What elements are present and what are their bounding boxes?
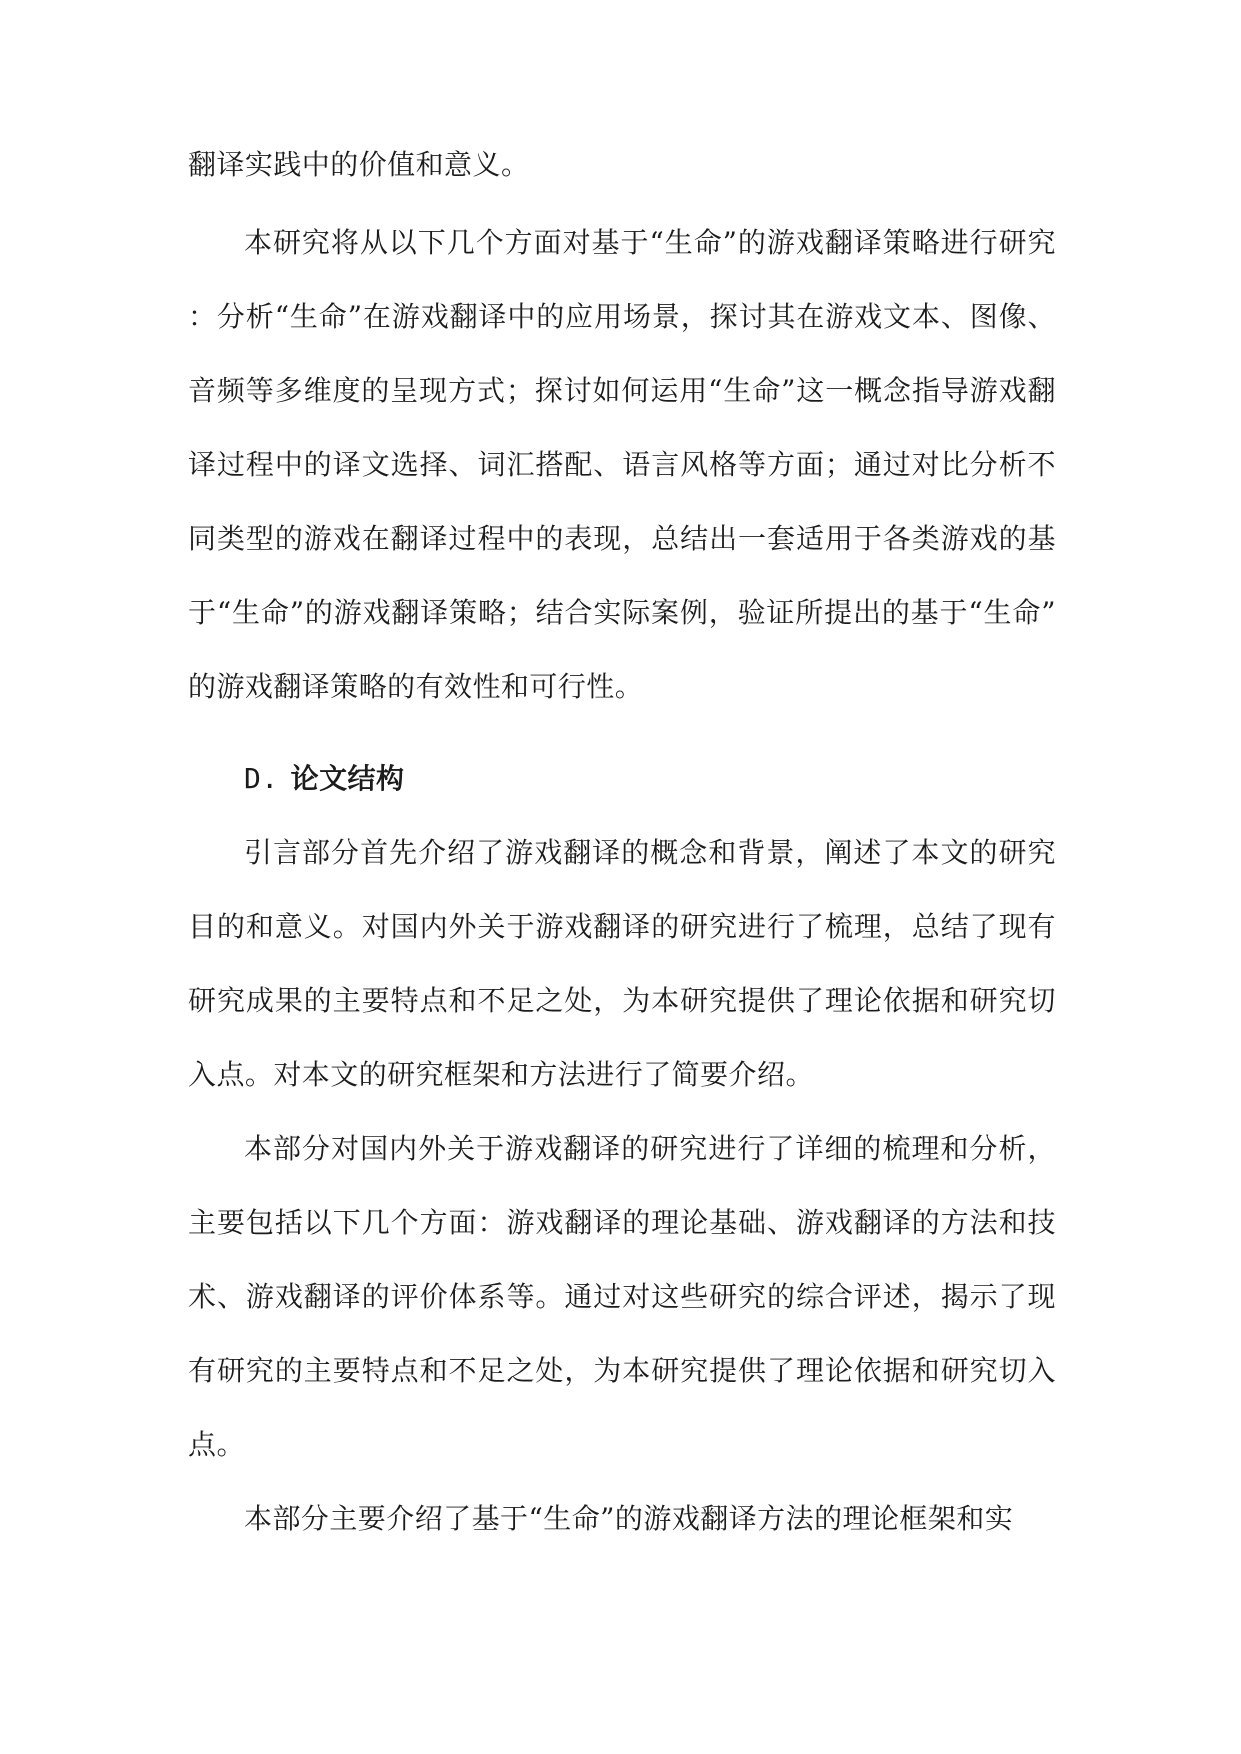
paragraph-continuation: 翻译实践中的价值和意义。 xyxy=(188,148,530,181)
paragraph-introduction: 引言部分首先介绍了游戏翻译的概念和背景，阐述了本文的研究目的和意义。对国内外关于游戏翻译的研究进行了梳理，总结了现有研究成果的主要特点和不足之处，为本研究提供了理论依据和研究切入点。对本文的研究框架和方法进行了简要介绍。 xyxy=(188,836,1056,1091)
section-number: D. xyxy=(244,762,279,795)
page-body xyxy=(188,128,1056,1556)
section-title: 论文结构 xyxy=(290,762,405,795)
section-heading xyxy=(188,742,1056,816)
paragraph-method-framework: 本部分主要介绍了基于“生命”的游戏翻译方法的理论框架和实 xyxy=(244,1502,1014,1535)
paragraph-literature-review: 本部分对国内外关于游戏翻译的研究进行了详细的梳理和分析，主要包括以下几个方面：游戏翻译的理论基础、游戏翻译的方法和技术、游戏翻译的评价体系等。通过对这些研究的综合评述，揭示了现有研究的主要特点和不足之处，为本研究提供了理论依据和研究切入点。 xyxy=(188,1132,1056,1461)
paragraph-research-content: 本研究将从以下几个方面对基于“生命”的游戏翻译策略进行研究：分析“生命”在游戏翻译中的应用场景，探讨其在游戏文本、图像、音频等多维度的呈现方式；探讨如何运用“生命”这一概念指导游戏翻译过程中的译文选择、词汇搭配、语言风格等方面；通过对比分析不同类型的游戏在翻译过程中的表现，总结出一套适用于各类游戏的基于“生命”的游戏翻译策略；结合实际案例，验证所提出的基于“生命”的游戏翻译策略的有效性和可行性。 xyxy=(188,226,1056,703)
